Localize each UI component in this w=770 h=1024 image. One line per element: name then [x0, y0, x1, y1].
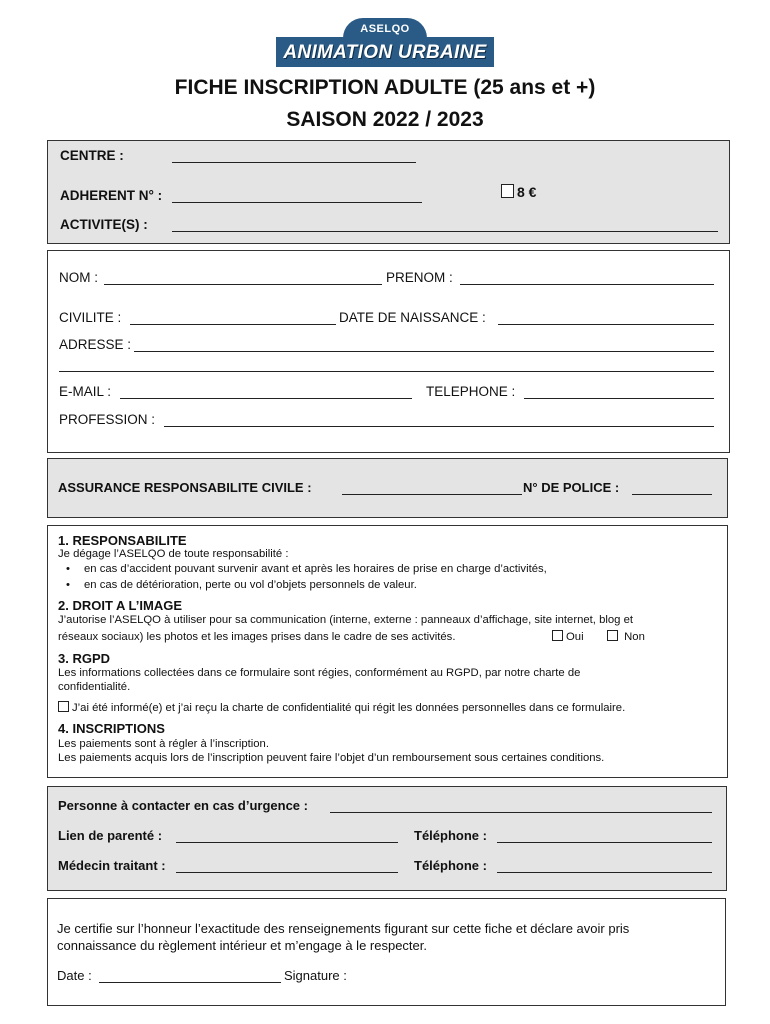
- inscriptions-heading: 4. INSCRIPTIONS: [58, 721, 165, 736]
- certify-text-2: connaissance du règlement intérieur et m’engage à le respecter.: [57, 938, 427, 953]
- email-label: E-MAIL :: [59, 384, 112, 399]
- medecin-label: Médecin traitant :: [58, 858, 166, 873]
- police-label: N° DE POLICE :: [523, 480, 620, 495]
- signature-label: Signature :: [284, 968, 347, 983]
- rgpd-heading: 3. RGPD: [58, 651, 111, 666]
- adresse-label: ADRESSE :: [59, 337, 132, 352]
- telephone-2-field[interactable]: [497, 872, 712, 873]
- police-field[interactable]: [632, 494, 712, 495]
- contact-label: Personne à contacter en cas d’urgence :: [58, 798, 308, 813]
- profession-field[interactable]: [164, 426, 714, 427]
- lien-field[interactable]: [176, 842, 398, 843]
- form-season: SAISON 2022 / 2023: [286, 108, 484, 131]
- adherent-label: ADHERENT N° :: [60, 188, 163, 203]
- price-label: 8 €: [517, 184, 537, 200]
- rgpd-text-1: Les informations collectées dans ce formulaire sont régies, conformément au RGPD, par notre charte de: [58, 667, 581, 679]
- email-field[interactable]: [120, 398, 412, 399]
- date-label: Date :: [57, 968, 92, 983]
- telephone-field[interactable]: [524, 398, 714, 399]
- centre-label: CENTRE :: [60, 148, 124, 163]
- image-oui-option[interactable]: [552, 630, 584, 645]
- logo-main-text: ANIMATION URBAINE: [276, 37, 494, 67]
- responsabilite-bullet-2: • en cas de détérioration, perte ou vol d’objets personnels de valeur.: [84, 579, 417, 591]
- logo-top-text: ASELQO: [343, 18, 427, 38]
- responsabilite-text: Je dégage l’ASELQO de toute responsabilité :: [58, 548, 289, 560]
- inscriptions-text-1: Les paiements sont à régler à l’inscription.: [58, 738, 269, 750]
- prenom-field[interactable]: [460, 284, 714, 285]
- civilite-label: CIVILITE :: [59, 310, 122, 325]
- civilite-field[interactable]: [130, 324, 336, 325]
- insurance-field[interactable]: [342, 494, 522, 495]
- telephone-1-label: Téléphone :: [414, 828, 487, 843]
- centre-field[interactable]: [172, 162, 416, 163]
- certify-text-1: Je certifie sur l’honneur l’exactitude des renseignements figurant sur cette fiche et déclare avoir pris: [57, 921, 630, 936]
- form-title: FICHE INSCRIPTION ADULTE (25 ans et +): [174, 76, 596, 99]
- image-non-option[interactable]: [607, 630, 645, 645]
- aselqo-logo: [276, 18, 494, 68]
- price-option[interactable]: [501, 184, 536, 200]
- prenom-label: PRENOM :: [386, 270, 453, 285]
- image-text-1: J’autorise l’ASELQO à utiliser pour sa communication (interne, externe : panneaux d’affichage, site internet, blog et: [58, 614, 633, 626]
- lien-label: Lien de parenté :: [58, 828, 163, 843]
- image-text-2: réseaux sociaux) les photos et les images prises dans le cadre de ses activités.: [58, 631, 456, 643]
- naissance-field[interactable]: [498, 324, 714, 325]
- image-non-checkbox[interactable]: [607, 630, 618, 641]
- adresse-field-2[interactable]: [59, 371, 714, 372]
- rgpd-option[interactable]: [58, 701, 625, 716]
- activites-label: ACTIVITE(S) :: [60, 217, 148, 232]
- profession-label: PROFESSION :: [59, 412, 156, 427]
- responsabilite-heading: 1. RESPONSABILITE: [58, 533, 187, 548]
- adherent-field[interactable]: [172, 202, 422, 203]
- telephone-label: TELEPHONE :: [426, 384, 516, 399]
- rgpd-text-2: confidentialité.: [58, 681, 131, 693]
- nom-field[interactable]: [104, 284, 382, 285]
- contact-field[interactable]: [330, 812, 712, 813]
- image-oui-label: Oui: [566, 631, 584, 643]
- inscriptions-text-2: Les paiements acquis lors de l’inscription peuvent faire l’objet d’un remboursement sous certaines conditions.: [58, 752, 605, 764]
- medecin-field[interactable]: [176, 872, 398, 873]
- insurance-label: ASSURANCE RESPONSABILITE CIVILE :: [58, 480, 312, 495]
- image-oui-checkbox[interactable]: [552, 630, 563, 641]
- price-checkbox[interactable]: [501, 184, 514, 198]
- telephone-1-field[interactable]: [497, 842, 712, 843]
- adresse-field[interactable]: [134, 351, 714, 352]
- rgpd-checkbox[interactable]: [58, 701, 69, 712]
- activites-field[interactable]: [172, 231, 718, 232]
- image-non-label: Non: [624, 631, 645, 643]
- date-field[interactable]: [99, 982, 281, 983]
- responsabilite-bullet-1: • en cas d’accident pouvant survenir avant et après les horaires de prise en charge d’activités,: [84, 563, 547, 575]
- nom-label: NOM :: [59, 270, 98, 285]
- naissance-label: DATE DE NAISSANCE :: [339, 310, 486, 325]
- rgpd-check-label: J’ai été informé(e) et j’ai reçu la charte de confidentialité qui régit les données personnelles dans ce formulaire.: [72, 702, 626, 714]
- image-heading: 2. DROIT A L’IMAGE: [58, 598, 182, 613]
- telephone-2-label: Téléphone :: [414, 858, 487, 873]
